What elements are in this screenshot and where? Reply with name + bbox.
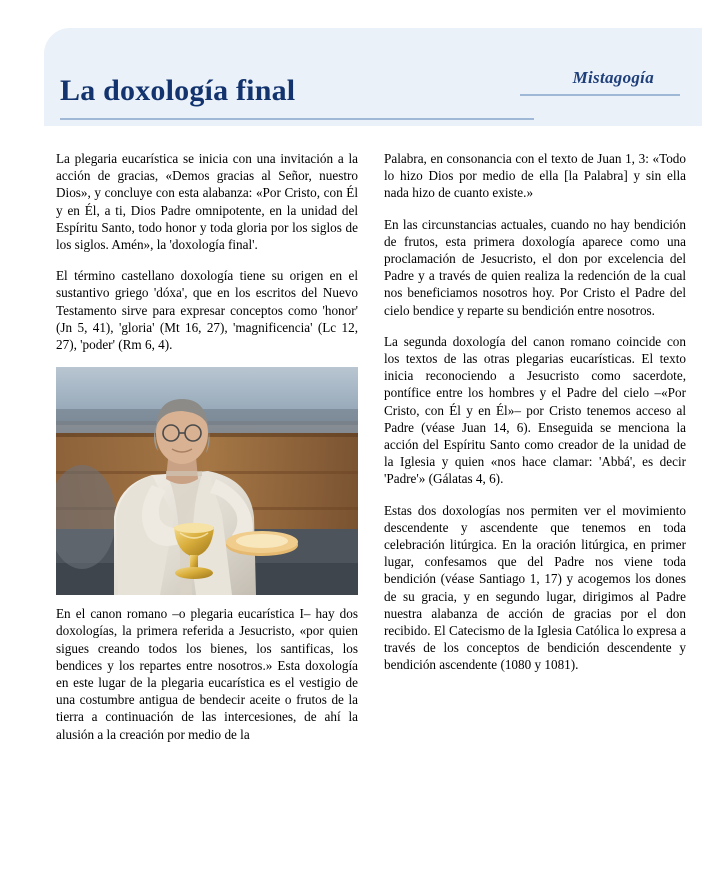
priest-elevating-chalice-photo	[56, 367, 358, 595]
left-column	[56, 150, 358, 890]
title-divider	[60, 118, 534, 120]
paragraph: El término castellano doxología tiene su origen en el sustantivo griego 'dóxa', que en los escritos del Nuevo Testamento sirve para expresar conceptos como 'honor' (Jn 5, 41), 'gloria' (Mt 16, 27), 'magnificencia' (Lc 12, 27), 'poder' (Rm 6, 4).	[56, 268, 358, 353]
paragraph: En el canon romano –o plegaria eucarística I– hay dos doxologías, la primera referida a Jesucristo, «por quien sigues creando todos los bienes, los santificas, los bendices y los repartes entre nosotros.» Esta doxología en este lugar de la plegaria eucarística es el vestigio de una costumbre antigua de bendecir aceite o frutos de la tierra a continuación de las intercesiones, de ahí la alusión a la creación por medio de la	[56, 606, 358, 742]
paragraph: La plegaria eucarística se inicia con una invitación a la acción de gracias, «Demos gracias al Señor, nuestro Dios», y concluye con esta alabanza: «Por Cristo, con Él y en Él, a ti, Dios Padre omnipotente, en la unidad del Espíritu Santo, todo honor y toda gloria por los siglos de los siglos. Amén», la 'doxología final'.	[56, 151, 358, 253]
page-title: La doxología final	[60, 74, 296, 107]
paragraph: Palabra, en consonancia con el texto de Juan 1, 3: «Todo lo hizo Dios por medio de ella [la Palabra] y sin ella nada hizo de cuanto existe.»	[384, 151, 686, 201]
kicker-divider	[520, 94, 680, 96]
paragraph: Estas dos doxologías nos permiten ver el movimiento descendente y ascendente que tenemos en toda celebración litúrgica. En la oración litúrgica, en primer lugar, confesamos que del Padre nos viene toda bendición (véase Santiago 1, 17) y acogemos los dones de su gracia, y en segundo lugar, dirigimos al Padre nuestra alabanza de acción de gracias por el don recibido. El Catecismo de la Iglesia Católica lo expresa a través de los conceptos de bendición descendente y bendición ascendente (1080 y 1081).	[384, 502, 686, 673]
right-column	[384, 150, 686, 890]
paragraph: La segunda doxología del canon romano coincide con los textos de las otras plegarias eucarísticas. El texto inicia reconociendo a Jesucristo como sacerdote, pontífice entre los hombres y el Padre del cielo –«Por Cristo, con Él y en Él»– por Cristo tenemos acceso al Padre (véase Juan 14, 6). Enseguida se menciona la acción del Espíritu Santo como creador de la unidad de la Iglesia y quien «nos hace clamar: 'Abbá', es decir 'Padre'» (Gálatas 4, 6).	[384, 333, 686, 487]
document-header	[44, 28, 702, 126]
paragraph: En las circunstancias actuales, cuando no hay bendición de frutos, esta primera doxología aparece como una proclamación de Jesucristo, el don por excelencia del Padre y a través de quien realiza la redención de la cual nos beneficiamos nosotros hoy. Por Cristo el Padre del cielo bendice y reparte su bendición entre nosotros.	[384, 216, 686, 318]
article-columns	[56, 150, 686, 890]
section-kicker: Mistagogía	[572, 68, 654, 87]
